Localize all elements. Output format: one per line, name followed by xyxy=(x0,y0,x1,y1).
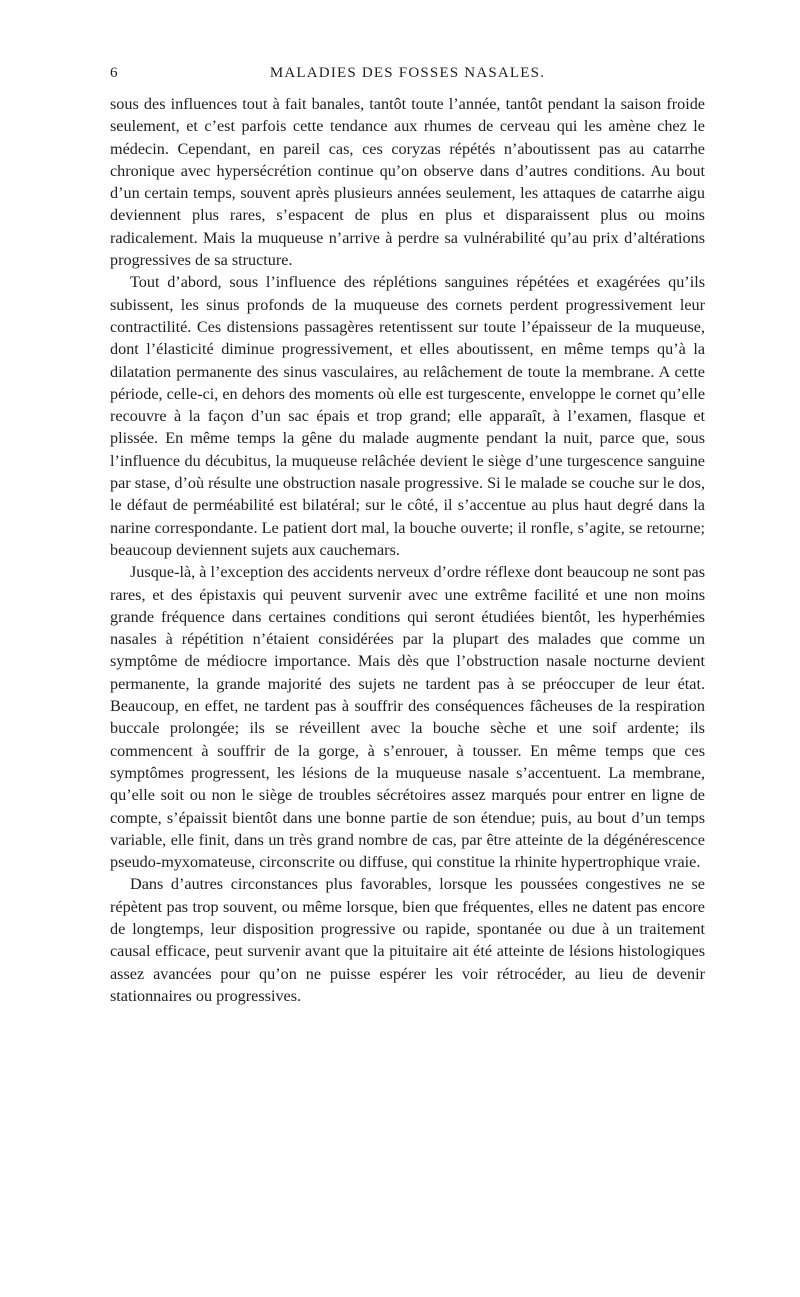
running-head xyxy=(110,65,705,87)
paragraph: Dans d’autres circonstances plus favorables, lorsque les poussées congestives ne se répètent pas trop souvent, ou même lorsque, bien que fréquentes, elles ne datent pas encore de longtemps, leur disposition progressive ou rapide, spontanée ou due à un traitement causal efficace, peut survenir avant que la pituitaire ait été atteinte de lésions histologiques assez avancées pour qu’on ne puisse espérer les voir rétrocéder, au lieu de devenir stationnaires ou progressives. xyxy=(110,875,705,1005)
running-title: MALADIES DES FOSSES NASALES. xyxy=(269,65,546,81)
paragraph: Tout d’abord, sous l’influence des réplétions sanguines répétées et exagérées qu’ils subissent, les sinus profonds de la muqueuse des cornets perdent progressivement leur contractilité. Ces distensions passagères retentissent sur toute l’épaisseur de la muqueuse, dont l’élasticité diminue progressivement, et elles aboutissent, en même temps qu’à la dilatation permanente des sinus vasculaires, au relâchement de toute la membrane. A cette période, celle-ci, en dehors des moments où elle est turgescente, enveloppe le cornet qu’elle recouvre à la façon d’un sac épais et trop grand; elle apparaît, à l’examen, flasque et plissée. En même temps la gêne du malade augmente pendant la nuit, parce que, sous l’influence du décubitus, la muqueuse relâchée devient le siège d’une turgescence sanguine par stase, d’où résulte une obstruction nasale progressive. Si le malade se couche sur le dos, le défaut de perméabilité est bilatéral; sur le côté, il s’accentue au plus haut degré dans la narine correspondante. Le patient dort mal, la bouche ouverte; il ronfle, s’agite, se retourne; beaucoup deviennent sujets aux cauchemars. xyxy=(110,273,705,559)
page-number: 6 xyxy=(110,65,119,81)
paragraph: sous des influences tout à fait banales, tantôt toute l’année, tantôt pendant la saison froide seulement, et c’est parfois cette tendance aux rhumes de cerveau qui les amène chez le médecin. Cependant, en pareil cas, ces coryzas répétés n’aboutissent pas au catarrhe chronique avec hypersécrétion continue qu’on observe dans d’autres conditions. Au bout d’un certain temps, souvent après plusieurs années seulement, les attaques de catarrhe aigu deviennent plus rares, s’espacent de plus en plus et disparaissent plus ou moins radicalement. Mais la muqueuse n’arrive à perdre sa vulnérabilité qu’au prix d’altérations progressives de sa structure. xyxy=(110,95,705,270)
body-text xyxy=(110,93,705,1007)
paragraph: Jusque-là, à l’exception des accidents nerveux d’ordre réflexe dont beaucoup ne sont pas rares, et des épistaxis qui peuvent survenir avec une extrême facilité et une non moins grande fréquence dans certaines conditions qui seront étudiées bientôt, les hyperhémies nasales à répétition n’étaient considérées par la plupart des malades que comme un symptôme de médiocre importance. Mais dès que l’obstruction nasale nocturne devient permanente, la grande majorité des sujets ne tardent pas à se préoccuper de leur état. Beaucoup, en effet, ne tardent pas à souffrir des conséquences fâcheuses de la respiration buccale prolongée; ils se réveillent avec la bouche sèche et une soif ardente; ils commencent à souffrir de la gorge, à s’enrouer, à tousser. En même temps que ces symptômes progressent, les lésions de la muqueuse nasale s’accentuent. La membrane, qu’elle soit ou non le siège de troubles sécrétoires assez marqués pour entrer en ligne de compte, s’épaissit bientôt dans une bonne partie de son étendue; puis, au bout d’un temps variable, elle finit, dans un très grand nombre de cas, par être atteinte de la dégénérescence pseudo-myxomateuse, circonscrite ou diffuse, qui constitue la rhinite hypertrophique vraie. xyxy=(110,563,705,872)
